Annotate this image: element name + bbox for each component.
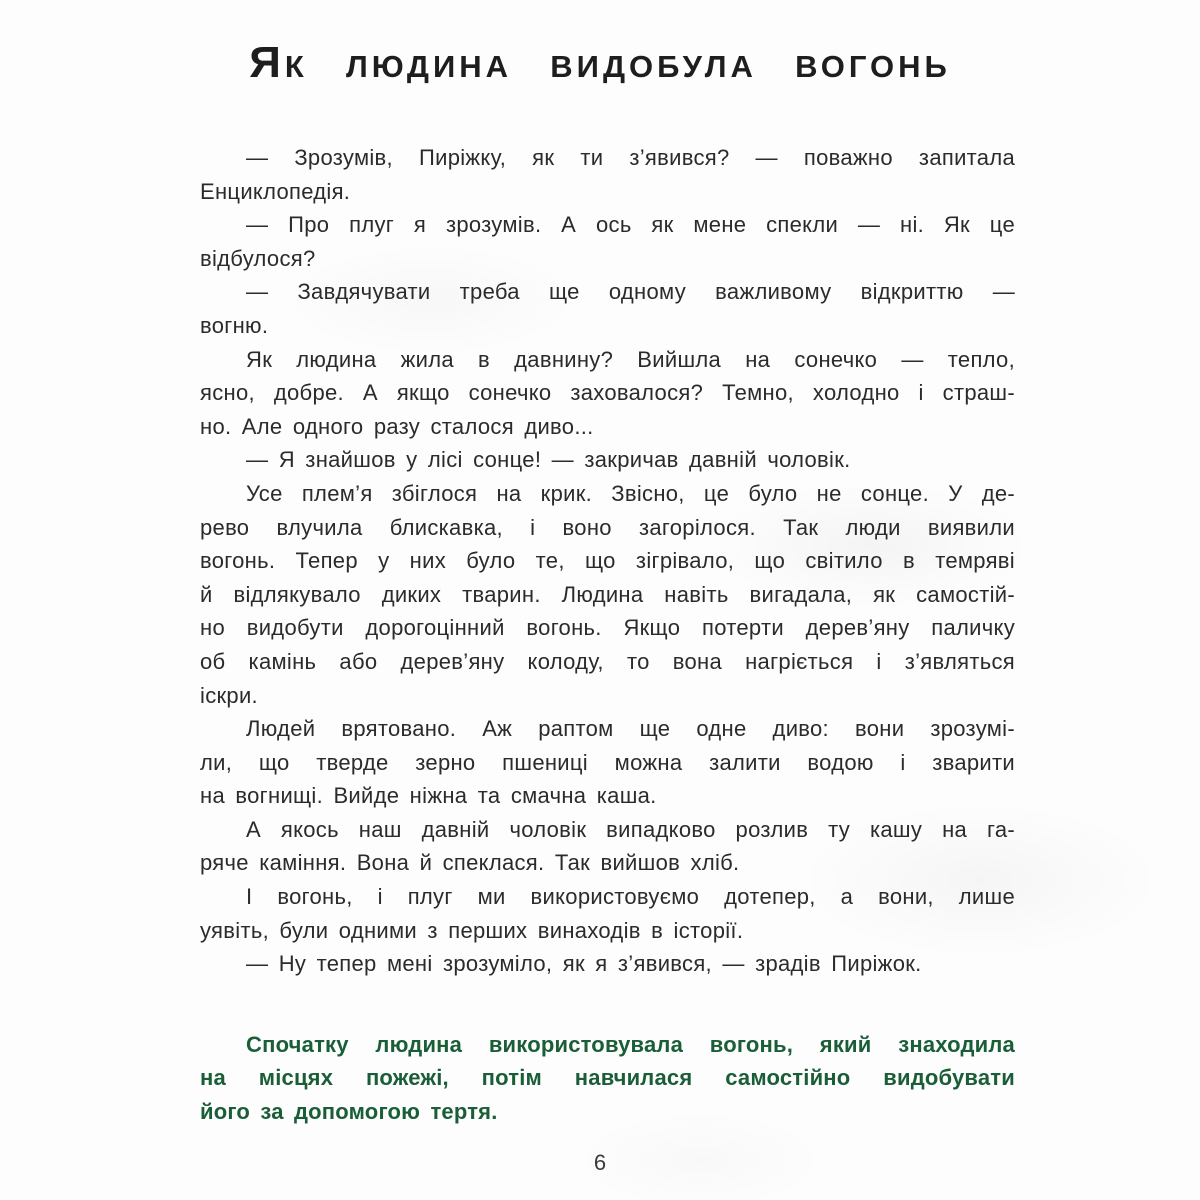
story-paragraphs	[200, 141, 1015, 981]
story-line: — Я знайшов у лісі сонце! — закричав давній чоловік.	[246, 447, 851, 473]
summary-line: його за допомогою тертя.	[200, 1099, 498, 1125]
story-line: відбулося?	[200, 245, 316, 271]
story-line: ряче каміння. Вона й спеклася. Так вийшов хліб.	[200, 850, 740, 876]
summary-line: на місцях пожежі, потім навчилася самостійно видобувати	[200, 1065, 1015, 1091]
story-line: об камінь або дерев’яну колоду, то вона нагріється і з’являться	[200, 648, 1015, 674]
story-line: Як людина жила в давнину? Вийшла на сонечко — тепло,	[246, 346, 1015, 372]
story-line: вогню.	[200, 312, 269, 338]
story-text	[200, 141, 1015, 1129]
story-line: й відлякувало диких тварин. Людина навіть вигадала, як самостій-	[200, 581, 1015, 607]
story-line: І вогонь, і плуг ми використовуємо дотепер, а вони, лише	[246, 884, 1015, 910]
story-line: рево влучила блискавка, і воно загорілося. Так люди виявили	[200, 514, 1015, 540]
summary-line: Спочатку людина використовувала вогонь, який знаходила	[246, 1031, 1015, 1057]
story-line: но. Але одного разу сталося диво...	[200, 413, 594, 439]
story-line: іскри.	[200, 682, 258, 708]
story-line: — Про плуг я зрозумів. А ось як мене спекли — ні. Як це	[246, 212, 1015, 238]
story-line: — Ну тепер мені зрозуміло, як я з’явився, — зрадів Пиріжок.	[246, 951, 922, 977]
summary-text	[200, 1028, 1015, 1129]
story-line: — Завдячувати треба ще одному важливому відкриттю —	[246, 279, 1015, 305]
story-line: Усе плем’я збіглося на крик. Звісно, це було не сонце. У де-	[246, 480, 1015, 506]
story-line: вогонь. Тепер у них було те, що зігрівало, що світило в темряві	[200, 548, 1015, 574]
page-title: Як людина видобула вогонь	[249, 38, 951, 87]
page-number: 6	[593, 1150, 607, 1175]
story-line: на вогнищі. Вийде ніжна та смачна каша.	[200, 783, 657, 809]
story-line: ли, що тверде зерно пшениці можна залити водою і зварити	[200, 749, 1015, 775]
story-line: А якось наш давній чоловік випадково розлив ту кашу на га-	[246, 816, 1015, 842]
story-line: — Зрозумів, Пиріжку, як ти з’явився? — поважно запитала	[246, 145, 1015, 170]
story-line: но видобути дорогоцінний вогонь. Якщо потерти дерев’яну паличку	[200, 615, 1015, 641]
story-line: уявіть, були одними з перших винаходів в історії.	[200, 917, 744, 943]
story-line: Людей врятовано. Аж раптом ще одне диво: вони зрозумі-	[246, 716, 1015, 742]
story-line: Енциклопедія.	[200, 178, 351, 204]
story-line: ясно, добре. А якщо сонечко заховалося? Темно, холодно і страш-	[200, 380, 1015, 406]
